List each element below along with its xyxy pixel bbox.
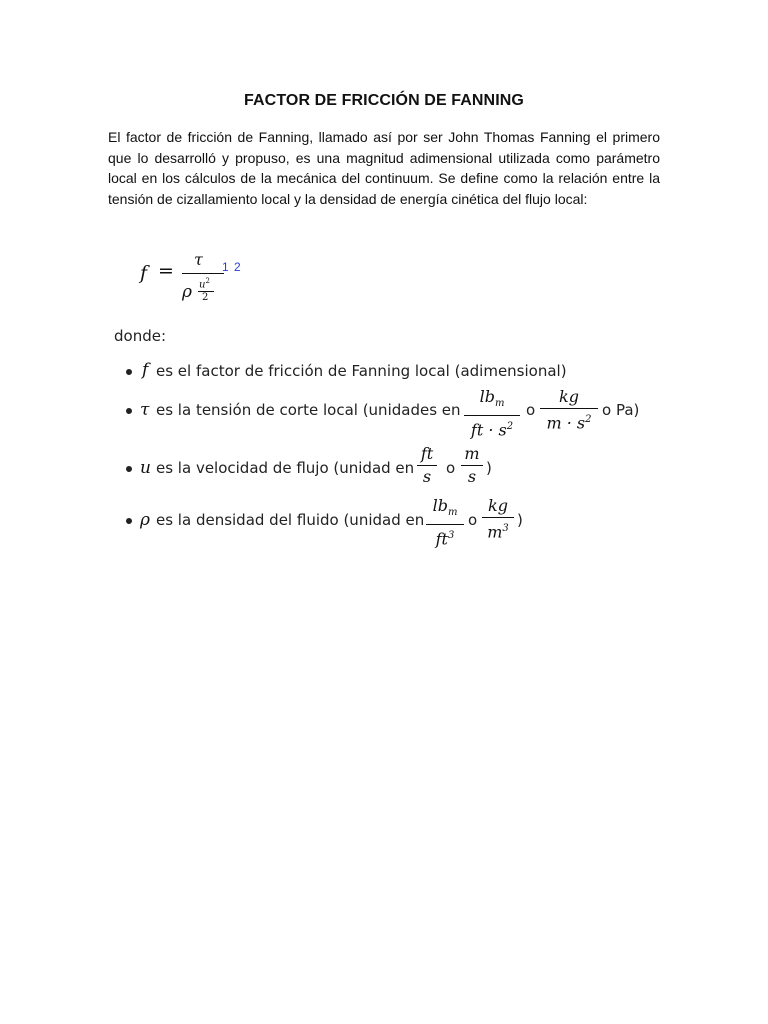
fraction-denominator: ft · $s^2$ [470, 420, 514, 440]
formula-rho: ρ [182, 282, 192, 302]
fraction-denominator: s [422, 467, 432, 486]
fraction-numerator: kg [488, 496, 508, 515]
definition-text: es la densidad del fluido (unidad en [156, 511, 425, 529]
unit-fraction-m-s [461, 444, 483, 487]
bullet [126, 369, 132, 375]
definition-tail: ) [486, 459, 492, 477]
fraction-numerator: ft [420, 444, 434, 463]
unit-fraction-kg-m-s2 [540, 387, 598, 433]
bullet [126, 518, 132, 524]
definition-joiner: o [526, 401, 536, 419]
fraction-denominator: s [467, 467, 477, 486]
formula-inner-numerator: $u^2$ [199, 277, 210, 291]
definition-text: es el factor de fricción de Fanning local (adimensional) [156, 362, 567, 380]
definition-joiner: o [468, 511, 478, 529]
intro-paragraph: El factor de fricción de Fanning, llamado así por ser John Thomas Fanning el primero que lo desarrolló y propuso, es una magnitud adimensional utilizada como parámetro local en los cálculos de la mecánica del continuum. Se define como la relación entre la tensión de cizallamiento local y la densidad de energía cinética del flujo local: [108, 129, 660, 207]
fraction-bar [461, 465, 483, 466]
fraction-denominator: $m^3$ [487, 522, 509, 542]
fraction-bar [482, 517, 514, 518]
definition-tail: ) [517, 511, 523, 529]
formula-equals: = [158, 260, 174, 282]
definition-symbol: τ [140, 400, 150, 420]
fraction-bar [540, 408, 598, 409]
where-label: donde: [114, 327, 167, 345]
fraction-numerator: m [464, 444, 480, 463]
formula-numerator: τ [194, 250, 203, 269]
fraction-bar [417, 465, 437, 466]
bullet [126, 466, 132, 472]
formula-references-link[interactable]: 1 2 [222, 260, 242, 274]
formula-inner-denominator: 2 [202, 292, 209, 303]
bullet [126, 408, 132, 414]
definition-tail: o Pa) [602, 401, 640, 419]
definition-joiner: o [446, 459, 456, 477]
unit-fraction-ft-s [417, 444, 437, 487]
fraction-numerator: kg [559, 387, 579, 406]
page-title: FACTOR DE FRICCIÓN DE FANNING [244, 92, 524, 109]
definition-symbol: f [142, 360, 149, 380]
unit-fraction-lbm-ft-s2 [464, 387, 520, 441]
fraction-bar [426, 524, 464, 525]
fraction-numerator: $lb_m$ [479, 387, 505, 410]
formula-lhs: f [140, 262, 148, 284]
fraction-bar [464, 415, 520, 416]
fraction-denominator: $ft^3$ [435, 529, 455, 549]
unit-fraction-kg-m3 [482, 496, 514, 542]
unit-fraction-lbm-ft3 [426, 496, 464, 550]
fraction-numerator: $lb_m$ [432, 496, 458, 519]
definition-text: es la velocidad de flujo (unidad en [156, 459, 415, 477]
definition-symbol: ρ [140, 510, 150, 530]
definition-text: es la tensión de corte local (unidades en [156, 401, 461, 419]
formula-fraction-bar [182, 273, 224, 274]
definition-symbol: u [140, 458, 151, 478]
fraction-denominator: $m \cdot s^2$ [546, 413, 592, 433]
